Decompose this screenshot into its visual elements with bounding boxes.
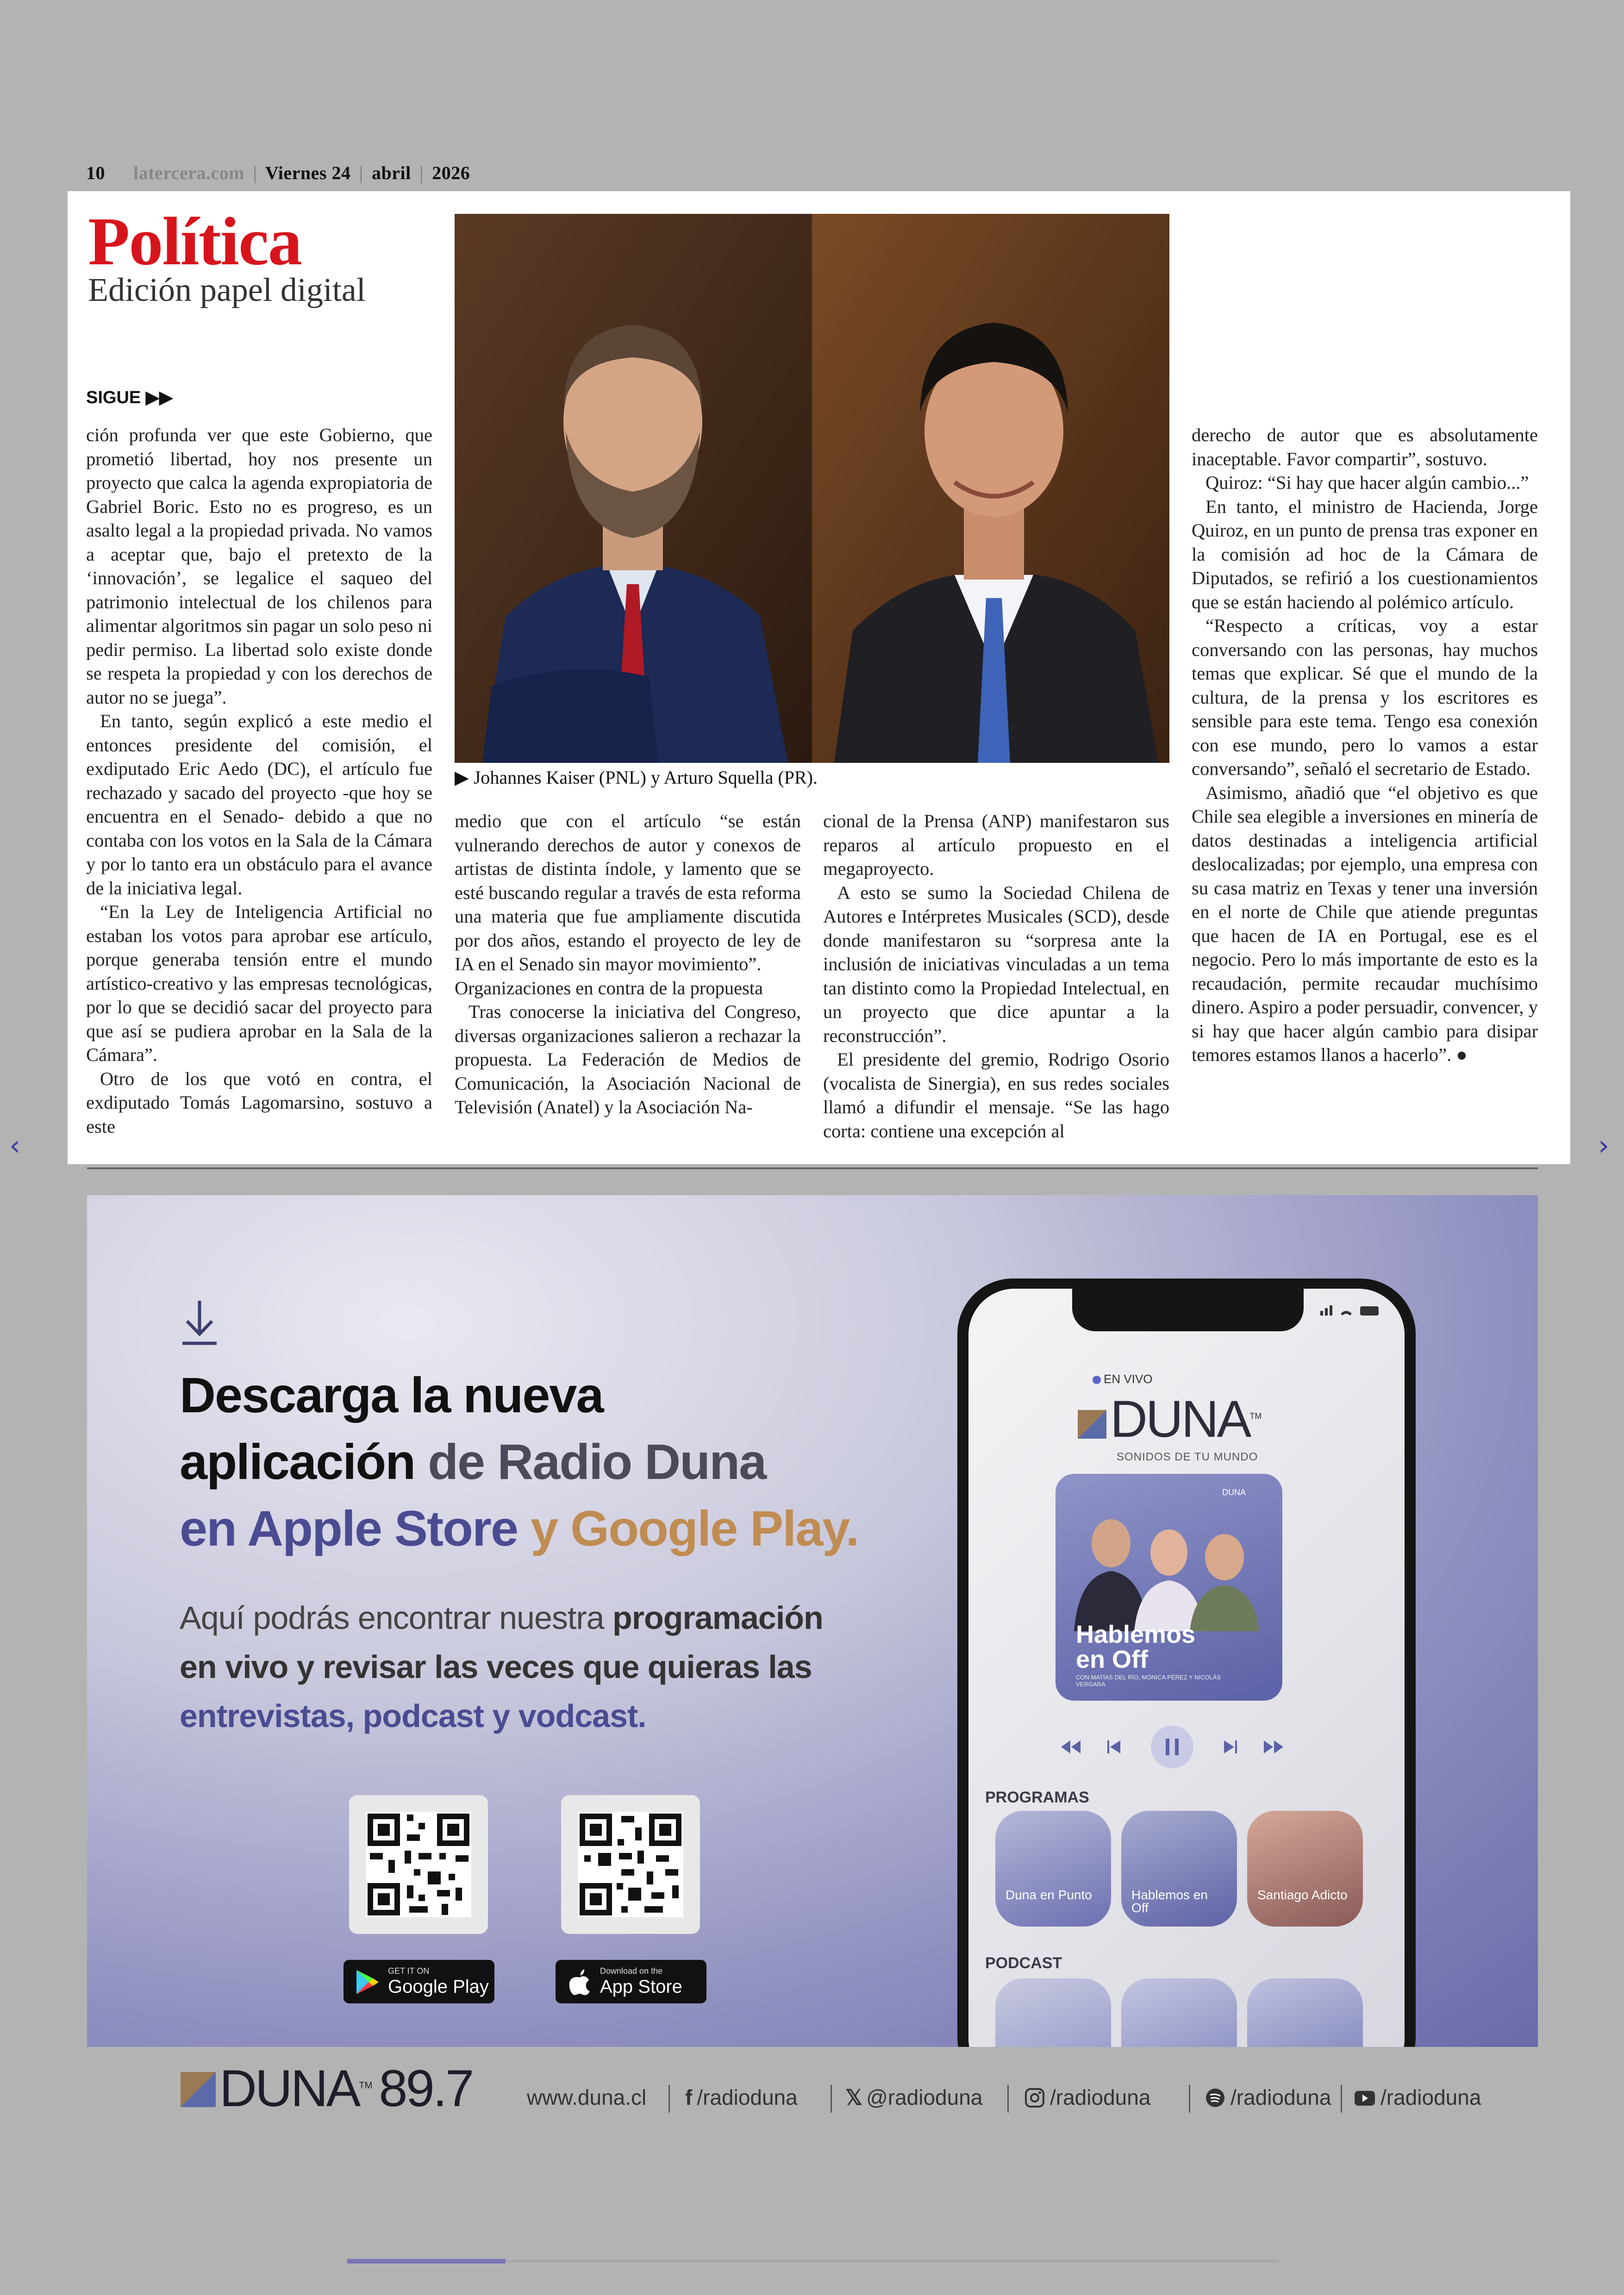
ad-headline (180, 1362, 967, 1562)
footer-spotify[interactable]: /radioduna (1205, 2085, 1331, 2110)
paragraph: derecho de autor que es absolutamente inaceptable. Favor compartir”, sostuvo. (1192, 424, 1538, 469)
live-indicator: EN VIVO (1093, 1372, 1152, 1386)
app-store-badge[interactable]: Download on the App Store (556, 1960, 706, 2003)
radio-duna-ad[interactable] (87, 1195, 1538, 2047)
instagram-icon (1024, 2087, 1045, 2108)
paragraph: “En la Ley de Inteligencia Artificial no estaban los votos para aprobar ese artículo, porque generaba tensión entre el mundo artístico-creativo y las empresas tecnológicas, por lo que se decidió sacar del proyecto para que así se pudiera aprobar en la Sala de la Cámara”. (86, 901, 432, 1065)
qr-icon (561, 1795, 700, 1934)
date-day: Viernes 24 (265, 162, 351, 183)
footer-duna-logo: DUNA™ 89.7 (181, 2063, 472, 2114)
ad-headline-line: aplicación de Radio Duna (180, 1434, 766, 1490)
paragraph: A esto se sumo la Sociedad Chilena de Autores e Intérpretes Musicales (SCD), desde donde manifestaron su “sorpresa ante la inclusión de iniciativas vinculadas a un tema tan distinto como la Propiedad Intelectual, en un proyecto que dice apuntar a la reconstrucción”. (823, 882, 1169, 1046)
tagline: SONIDOS DE TU MUNDO (1117, 1451, 1258, 1463)
article-column-1 (86, 423, 432, 1138)
article-photo (455, 214, 1169, 763)
programs-label: PROGRAMAS (985, 1789, 1089, 1806)
article-column-2 (455, 809, 801, 1119)
google-play-icon (355, 1968, 381, 1996)
phone-notch (1072, 1287, 1304, 1331)
program-card[interactable]: Hablemos en Off (1121, 1811, 1237, 1927)
footer-youtube[interactable]: /radioduna (1354, 2085, 1481, 2110)
previous-page-arrow[interactable]: ‹ (9, 1129, 20, 1162)
paragraph: En tanto, según explicó a este medio el entonces presidente del comisión, el exdiputado Eric Aedo (DC), el artículo fue rechazado y sacado del proyecto -que hoy se encuentra en el Senado- debido a que no contaba con los votos en la Sala de la Cámara y por lo tanto era un obstáculo para el avance de la iniciativa legal. (86, 711, 432, 898)
podcast-label: PODCAST (985, 1954, 1062, 1972)
site-name: latercera.com (133, 162, 245, 183)
google-play-badge[interactable]: GET IT ON Google Play (344, 1960, 494, 2003)
continued-marker: SIGUE ▶▶ (86, 388, 173, 407)
date-month: abril (371, 162, 411, 183)
next-icon (1224, 1740, 1237, 1753)
section-subtitle: Edición papel digital (88, 271, 366, 308)
subheading: Quiroz: “Si hay que hacer algún cambio...” (1206, 472, 1529, 493)
download-icon (179, 1297, 220, 1348)
podcast-card[interactable] (1121, 1978, 1237, 2047)
article-column-3 (823, 809, 1169, 1143)
paragraph: El presidente del gremio, Rodrigo Osorio (vocalista de Sinergia), en sus redes sociales llamó a difundir el mensaje. “Se las hago corta: contiene una excepción al (823, 1049, 1169, 1141)
youtube-icon (1354, 2089, 1376, 2108)
duna-logo: DUNA™ (1078, 1393, 1262, 1445)
x-icon: 𝕏 (845, 2085, 863, 2109)
phone-screen (968, 1289, 1405, 2047)
program-card[interactable]: Santiago Adicto (1247, 1811, 1363, 1927)
paragraph: En tanto, el ministro de Hacienda, Jorge Quiroz, en un punto de prensa tras exponer en la comisión ad hoc de la Cámara de Diputados, se refirió a los cuestionamientos que se están haciendo al polémico artículo. (1192, 496, 1538, 612)
paragraph: Asimismo, añadió que “el objetivo es que Chile sea elegible a inversiones en minería de datos destinadas a inteligencia artificial deslocalizadas; por ejemplo, una empresa con su casa matriz en Texas y tener una inversión en el norte de Chile que atiende preguntas que hacen de IA en Portugal, ese es el negocio. Pero lo más importante de esto es la recaudación, permite recaudar muchísimo dinero. Aspiro a poder persuadir, convencer, y si hay que hacer algún cambio para disipar temores estamos llanos a hacerlo”. ● (1192, 782, 1538, 1065)
next-page-arrow[interactable]: › (1598, 1129, 1609, 1162)
paragraph: medio que con el artículo “se están vulnerando derechos de autor y conexos de artistas de distinta índole, y lamento que se esté buscando regular a través de esta reforma una materia que fue ampliamente discutida por dos años, estando el proyecto de ley de IA en el Senado sin mayor movimiento”. (455, 811, 801, 974)
photo-caption: ▶ Johannes Kaiser (PNL) y Arturo Squella (PR). (455, 767, 818, 788)
qr-code-google-play[interactable] (349, 1795, 488, 1934)
footer-x[interactable]: 𝕏 @radioduna (845, 2085, 983, 2109)
podcast-card[interactable] (995, 1978, 1111, 2047)
show-title: Hablemos en Off (1076, 1621, 1196, 1673)
apple-icon (568, 1967, 592, 1996)
ad-headline-line: en Apple Store y Google Play. (180, 1500, 859, 1556)
facebook-icon: f (685, 2085, 693, 2109)
program-card[interactable]: Duna en Punto (995, 1811, 1111, 1927)
qr-icon (349, 1795, 488, 1934)
divider (87, 1167, 1538, 1169)
status-bar-icons (1318, 1300, 1383, 1318)
running-header: 10 latercera.com | Viernes 24 | abril | 2026 (86, 162, 470, 183)
ad-body: Aquí podrás encontrar nuestra programación en vivo y revisar las veces que quieras las entrevistas, podcast y vodcast. (180, 1600, 823, 1734)
qr-code-app-store[interactable] (561, 1795, 700, 1934)
duna-logo-icon (1078, 1410, 1106, 1439)
player-controls (1056, 1724, 1288, 1770)
footer-facebook[interactable]: f /radioduna (685, 2085, 798, 2109)
page-number: 10 (86, 162, 105, 183)
now-playing-card[interactable] (1056, 1474, 1282, 1701)
spotify-icon (1205, 2087, 1226, 2108)
pause-icon (1166, 1739, 1169, 1755)
fast-forward-icon (1264, 1740, 1283, 1753)
duna-logo-icon (181, 2072, 216, 2107)
paragraph: Tras conocerse la iniciativa del Congreso, diversas organizaciones salieron a rechazar la propuesta. La Federación de Medios de Comunicación, la Asociación Nacional de Televisión (Anatel) y la Asociación Na- (455, 1001, 801, 1117)
paragraph: ción profunda ver que este Gobierno, que prometió libertad, hoy nos presente un proyecto que calca la agenda expropiatoria de Gabriel Boric. Esto no es progreso, es un asalto legal a la propiedad privada. No vamos a aceptar que, bajo el pretexto de la ‘innovación’, se legalice el saqueo del patrimonio intelectual de los chilenos para alimentar algoritmos sin pagar un solo peso ni pedir permiso. La libertad solo existe donde se respeta la propiedad y con los derechos de autor no se juega”. (86, 424, 432, 708)
card-logo: DUNA (1222, 1488, 1246, 1497)
page-progress-fill (347, 2259, 506, 2264)
hosts-photo (1065, 1492, 1273, 1631)
footer-frequency: 89.7 (379, 2059, 473, 2117)
ad-headline-line: Descarga la nueva (180, 1367, 603, 1423)
paragraph: cional de la Prensa (ANP) manifestaron sus reparos al artículo propuesto en el megaproyecto. (823, 811, 1169, 879)
footer-instagram[interactable]: /radioduna (1024, 2085, 1150, 2110)
podcast-card[interactable] (1247, 1978, 1363, 2047)
subheading: Organizaciones en contra de la propuesta (455, 977, 763, 998)
previous-icon (1107, 1740, 1120, 1753)
live-dot-icon (1093, 1376, 1101, 1384)
section-title: Política (88, 204, 301, 280)
show-hosts: CON MATÍAS DEL RÍO, MÓNICA PÉREZ Y NICOLÁS VERGARA (1076, 1674, 1221, 1688)
paragraph: “Respecto a críticas, voy a estar conversando con las personas, hay muchos temas que explicar. Sé que el mundo de la cultura, de la prensa y los escritores es sensible para este tema. Tengo esa conexión con ese mundo, pero lo vamos a estar conversando”, señaló el secretario de Estado. (1192, 615, 1538, 779)
footer-website[interactable]: www.duna.cl (527, 2085, 647, 2109)
paragraph: Otro de los que votó en contra, el exdiputado Tomás Lagomarsino, sostuvo a este (86, 1068, 432, 1137)
date-year: 2026 (432, 162, 470, 183)
rewind-icon (1061, 1740, 1081, 1753)
article-column-4 (1192, 423, 1538, 1067)
